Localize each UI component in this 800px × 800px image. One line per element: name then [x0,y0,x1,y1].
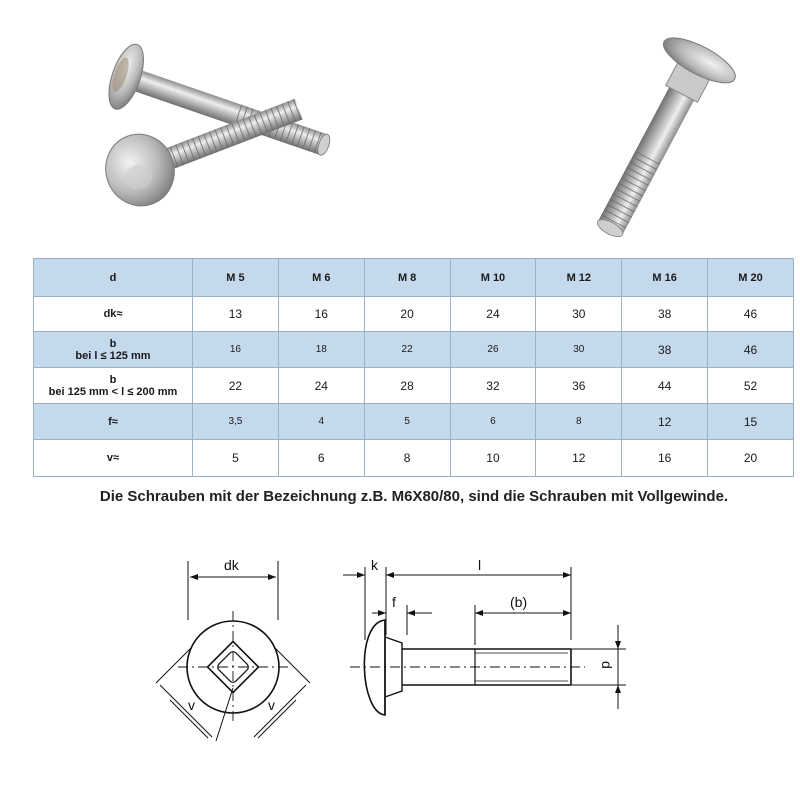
table-cell: 16 [278,297,364,332]
header-cell: M 16 [622,259,708,297]
table-cell: 8 [536,404,622,440]
table-cell: 22 [193,368,279,404]
table-cell: 8 [364,440,450,477]
header-cell: M 6 [278,259,364,297]
bolt-photo-3 [572,29,741,252]
table-cell: 32 [450,368,536,404]
side-view [343,557,626,715]
l-label: l [478,557,482,573]
table-cell: 38 [622,297,708,332]
d-label: d [599,661,615,669]
dk-label: dk [224,557,239,573]
table-row [34,404,794,440]
table-cell: 38 [622,332,708,368]
table-cell: 12 [536,440,622,477]
table-row [34,332,794,368]
row-label: b bei 125 mm < l ≤ 200 mm [34,368,193,404]
table-cell: 26 [450,332,536,368]
spec-table [33,258,794,477]
technical-drawing [140,545,660,785]
note-text: Die Schrauben mit der Bezeichnung z.B. M6X80/80, sind die Schrauben mit Vollgewinde. [99,488,729,505]
table-cell: 24 [450,297,536,332]
b-label: (b) [510,594,528,610]
table-cell: 5 [364,404,450,440]
table-row [34,297,794,332]
table-cell: 18 [278,332,364,368]
table-cell: 5 [193,440,279,477]
table-cell: 3,5 [193,404,279,440]
v-left-label: v [188,697,195,713]
row-label: f≈ [34,404,193,440]
table-row [34,368,794,404]
table-cell: 30 [536,332,622,368]
table-cell: 16 [622,440,708,477]
header-cell: M 5 [193,259,279,297]
table-cell: 4 [278,404,364,440]
table-cell: 6 [450,404,536,440]
k-label: k [371,557,378,573]
table-cell: 44 [622,368,708,404]
product-photo [0,0,800,258]
table-header-row [34,259,794,297]
row-label: b bei l ≤ 125 mm [34,332,193,368]
header-cell: M 8 [364,259,450,297]
header-cell: d [34,259,193,297]
table-cell: 16 [193,332,279,368]
table-cell: 15 [708,404,794,440]
header-cell: M 20 [708,259,794,297]
header-cell: M 10 [450,259,536,297]
table-cell: 12 [622,404,708,440]
f-label: f [392,594,396,610]
row-label: v≈ [34,440,193,477]
table-cell: 28 [364,368,450,404]
row-label: dk≈ [34,297,193,332]
table-cell: 20 [708,440,794,477]
table-cell: 24 [278,368,364,404]
header-cell: M 12 [536,259,622,297]
table-cell: 10 [450,440,536,477]
table-row [34,440,794,477]
table-cell: 30 [536,297,622,332]
table-cell: 36 [536,368,622,404]
front-view [156,557,310,741]
table-cell: 46 [708,332,794,368]
v-right-label: v [268,697,275,713]
table-cell: 52 [708,368,794,404]
table-cell: 6 [278,440,364,477]
table-cell: 46 [708,297,794,332]
table-cell: 22 [364,332,450,368]
table-cell: 20 [364,297,450,332]
table-cell: 13 [193,297,279,332]
